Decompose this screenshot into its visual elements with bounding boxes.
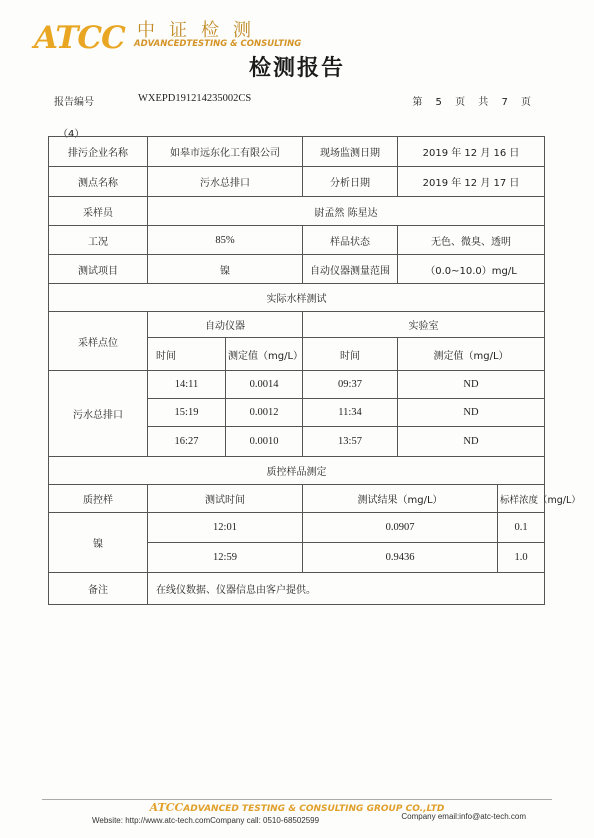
point-value: 污水总排口 (148, 167, 303, 197)
footer-brand-name: ADVANCED TESTING & CONSULTING GROUP CO.,LTD (183, 804, 445, 814)
auto-value-cell: 0.0010 (226, 427, 303, 457)
site-date-label: 现场监测日期 (303, 137, 398, 167)
report-number-label: 报告编号 (54, 97, 94, 108)
analysis-date-label: 分析日期 (303, 167, 398, 197)
range-label: 自动仪器测量范围 (303, 255, 398, 284)
footer-brand-atcc: ATCC (149, 801, 184, 814)
logo-chinese-text: 中证检测 (137, 20, 265, 41)
auto-time-cell: 15:19 (148, 399, 226, 427)
sampling-point-header: 采样点位 (49, 312, 148, 371)
logo-atcc-text: ATCC (34, 20, 125, 56)
auto-time-cell: 16:27 (148, 427, 226, 457)
report-title: 检测报告 (248, 56, 345, 81)
qc-conc-cell: 0.1 (498, 513, 545, 543)
lab-time-cell: 09:37 (303, 371, 398, 399)
remarks-label: 备注 (49, 573, 148, 605)
lab-value-cell: ND (398, 399, 545, 427)
auto-value-cell: 0.0014 (226, 371, 303, 399)
lab-time-header: 时间 (303, 338, 398, 371)
qc-result-cell: 0.0907 (303, 513, 498, 543)
sample-state-value: 无色、微臭、透明 (398, 226, 545, 255)
sampler-value: 尉孟然 陈星达 (148, 197, 545, 226)
range-value: （0.0~10.0）mg/L (398, 255, 545, 284)
company-logo (34, 16, 304, 56)
qc-data-row (49, 513, 545, 543)
footer-email: Company email:info@atc-tech.com (401, 812, 526, 821)
condition-value: 85% (148, 226, 303, 255)
qc-result-header: 测试结果（mg/L） (303, 485, 498, 513)
qc-result-cell: 0.9436 (303, 543, 498, 573)
auto-value-header: 测定值（mg/L） (226, 338, 303, 371)
company-value: 如皋市远东化工有限公司 (148, 137, 303, 167)
footer-website-phone: Website: http://www.atc-tech.comCompany call: 0510-68502599 (92, 816, 320, 825)
qc-time-header: 测试时间 (148, 485, 303, 513)
company-label: 排污企业名称 (49, 137, 148, 167)
info-row-item (49, 255, 545, 284)
page-indicator: 第 5 页 共 7 页 (412, 97, 532, 108)
info-row-company (49, 137, 545, 167)
report-number: WXEPD191214235002CS (138, 93, 252, 104)
qc-sample-value: 镍 (49, 513, 148, 573)
footer-divider (42, 799, 552, 800)
laboratory-header: 实验室 (303, 312, 545, 338)
actual-section-title: 实际水样测试 (49, 284, 545, 312)
actual-section-row (49, 284, 545, 312)
qc-section-title: 质控样品测定 (49, 457, 545, 485)
info-row-point (49, 167, 545, 197)
actual-header-row (49, 312, 545, 338)
auto-instrument-header: 自动仪器 (148, 312, 303, 338)
qc-section-row (49, 457, 545, 485)
section-number: （4） (58, 129, 85, 140)
lab-time-cell: 13:57 (303, 427, 398, 457)
remarks-text: 在线仪数据、仪器信息由客户提供。 (148, 573, 545, 605)
qc-sample-header: 质控样 (49, 485, 148, 513)
sampler-label: 采样员 (49, 197, 148, 226)
remarks-row (49, 573, 545, 605)
auto-value-cell: 0.0012 (226, 399, 303, 427)
lab-value-cell: ND (398, 427, 545, 457)
test-item-label: 测试项目 (49, 255, 148, 284)
qc-conc-header: 标样浓度（mg/L） (498, 485, 545, 513)
actual-point-value: 污水总排口 (49, 371, 148, 457)
qc-time-cell: 12:01 (148, 513, 303, 543)
sample-state-label: 样品状态 (303, 226, 398, 255)
condition-label: 工况 (49, 226, 148, 255)
info-row-sampler (49, 197, 545, 226)
point-label: 测点名称 (49, 167, 148, 197)
qc-header-row (49, 485, 545, 513)
lab-time-cell: 11:34 (303, 399, 398, 427)
info-row-condition (49, 226, 545, 255)
qc-conc-cell: 1.0 (498, 543, 545, 573)
site-date-value: 2019 年 12 月 16 日 (398, 137, 545, 167)
test-item-value: 镍 (148, 255, 303, 284)
logo-english-text: ADVANCEDTESTING & CONSULTING (134, 39, 302, 49)
lab-value-header: 测定值（mg/L） (398, 338, 545, 371)
qc-time-cell: 12:59 (148, 543, 303, 573)
auto-time-header: 时间 (148, 338, 226, 371)
lab-value-cell: ND (398, 371, 545, 399)
actual-data-row (49, 371, 545, 399)
auto-time-cell: 14:11 (148, 371, 226, 399)
analysis-date-value: 2019 年 12 月 17 日 (398, 167, 545, 197)
report-table (48, 136, 581, 605)
